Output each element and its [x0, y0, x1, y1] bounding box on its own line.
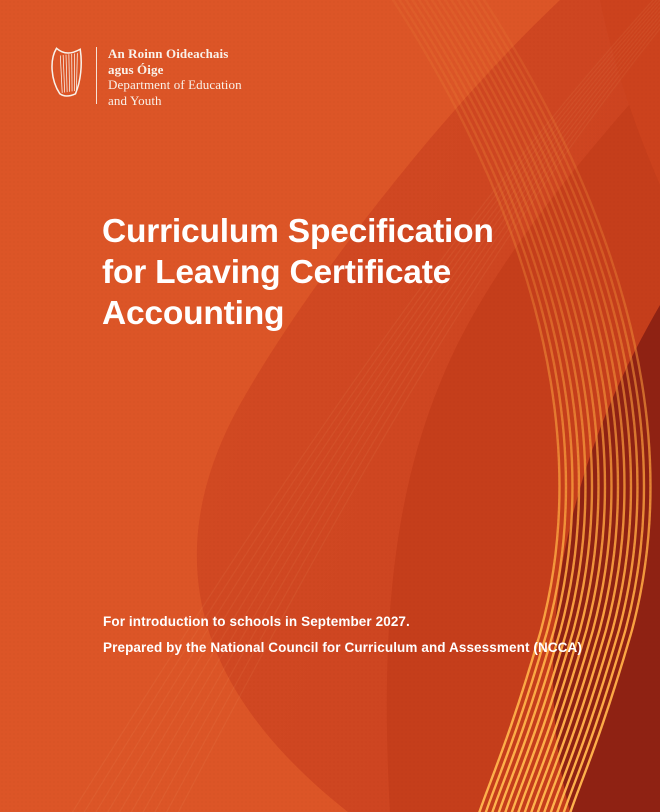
page-title-line1: Curriculum Specification	[102, 213, 494, 250]
logo-divider	[96, 47, 97, 104]
prepared-note: Prepared by the National Council for Curriculum and Assessment (NCCA)	[103, 640, 582, 655]
department-names	[108, 44, 242, 108]
page-title-line3: Accounting	[102, 295, 285, 332]
department-name-irish-line2: agus Óige	[108, 61, 164, 77]
department-logo	[48, 44, 242, 108]
department-name-english-line2: and Youth	[108, 92, 162, 108]
cover-footnotes	[103, 615, 582, 667]
irish-harp-icon	[48, 44, 88, 108]
page-title-line2: for Leaving Certificate	[102, 254, 452, 291]
department-name-english-line1: Department of Education	[108, 77, 242, 92]
department-name-irish-line1: An Roinn Oideachais	[108, 46, 229, 61]
intro-note: For introduction to schools in September 2027.	[103, 614, 410, 629]
page-title	[102, 211, 494, 334]
